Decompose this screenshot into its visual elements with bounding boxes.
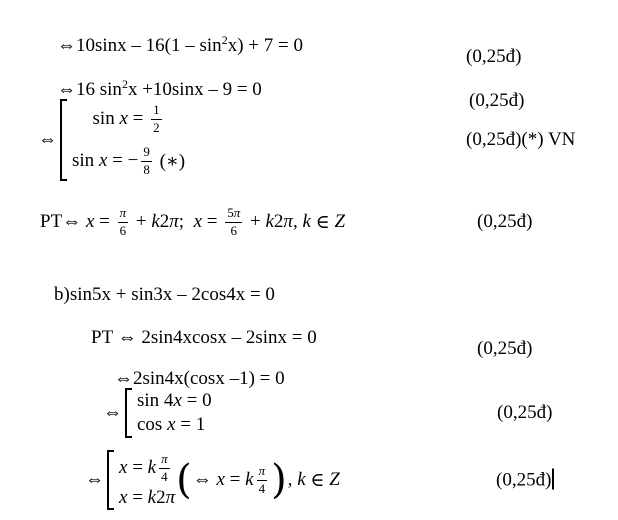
equation-step-9-cases [0,449,618,511]
variable: x [119,108,128,129]
operator: + [131,211,152,232]
denominator: 2 [153,119,160,135]
variable: k [147,457,157,478]
equivalence-arrow: ⇔ [38,129,57,150]
case-row [93,98,165,140]
function-name: cos [137,414,168,435]
variable: x [167,414,176,435]
equation-text: ⇔2sin4x(cosx –1) = 0 [114,368,285,389]
cases-bracket [107,450,114,510]
score-annotation: (0,25đ) [477,211,533,232]
variable: x [119,487,128,508]
coefficient: 2 [156,487,166,508]
variable: k [302,211,311,232]
case-row [119,450,173,486]
denominator: 6 [230,222,237,238]
case-row [137,413,205,437]
score-annotation: (0,25đ)(*) VN [466,129,576,150]
variable: π [165,487,176,508]
separator: ; [178,211,194,232]
cases-group [119,450,175,510]
fraction [118,206,129,238]
case-row [137,389,212,413]
equation-text [57,35,303,57]
equation-text-post: x +10sinx – 9 = 0 [127,79,262,100]
equals: = − [107,150,139,171]
equation-step-4-solution [0,199,618,245]
cases-bracket [60,99,67,181]
variable: x [98,150,108,171]
close-paren: ) [271,457,287,503]
equals: = [127,457,148,478]
function-name: sin [72,150,99,171]
equation-step-3-cases [0,98,618,182]
equation-text: b)sin5x + sin3x – 2cos4x = 0 [54,284,275,305]
equals: = [202,211,223,232]
equivalence-arrow: ⇔ [85,469,104,490]
equation-text-pre: ⇔16 sin [57,79,122,100]
numerator-digit: 5 [227,205,234,221]
score-annotation: (0,25đ) [469,90,525,111]
variable: k [297,469,306,490]
equivalence-arrow: ⇔ [103,402,122,423]
score-annotation: (0,25đ) [466,46,522,67]
cases-group [72,98,185,182]
variable: k [147,487,157,508]
equals: = [94,211,115,232]
coefficient: 2 [159,211,170,232]
denominator: 8 [143,161,150,177]
numerator: 1 [151,103,162,119]
case-row [119,486,175,510]
numerator: π [159,452,170,468]
separator: , [292,211,303,232]
superscript: 2 [221,33,228,47]
fraction [225,206,242,238]
variable: x [85,211,95,232]
equals: = 1 [175,414,206,435]
fraction [141,145,152,177]
set-symbol: Z [329,469,340,490]
denominator: 4 [258,480,266,496]
variable: x [193,211,203,232]
score-annotation: (0,25đ) [477,338,533,359]
coefficient: 2 [273,211,284,232]
fraction [159,452,170,484]
denominator: 4 [161,468,168,484]
equation-text: PT ⇔ 2sin4xcosx – 2sinx = 0 [91,327,317,348]
score-annotation: (0,25đ) [496,469,552,491]
variable: x [173,390,182,411]
text-cursor [552,469,554,490]
numerator-pi: π [233,205,241,221]
separator: , [287,469,298,490]
denominator: 6 [119,222,127,238]
equation-step-8-cases [0,387,618,439]
case-row [72,140,185,182]
numerator: π [257,464,268,480]
element-of: ∈ [305,469,330,491]
score-annotation-with-cursor [496,469,554,492]
variable: k [245,469,254,490]
equation-text-post: x) + 7 = 0 [227,35,303,56]
equation-text-pre: ⇔10sinx – 16(1 – sin [57,35,222,56]
equals: = 0 [181,390,212,411]
equals: = [127,487,148,508]
numerator: π [118,206,129,222]
numerator: 9 [141,145,152,161]
equation-text: PT⇔ [40,211,86,232]
function-name: sin 4 [137,390,174,411]
equivalence-arrow: ⇔ [192,469,217,490]
superscript: 2 [121,77,128,91]
equals: = [224,469,246,490]
fraction [257,464,268,496]
open-paren: ( [176,457,192,503]
variable: k [151,211,160,232]
set-symbol: Z [334,211,346,232]
function-name: sin [92,108,120,129]
variable: x [119,457,128,478]
variable: k [265,211,274,232]
equals: = [127,108,149,129]
fraction [151,103,162,135]
cases-group [137,389,212,437]
score-annotation: (0,25đ) [497,402,553,423]
cases-bracket [125,388,132,438]
star-note: (∗) [154,150,186,172]
numerator [225,206,242,222]
variable: x [216,469,225,490]
variable: π [283,211,293,232]
operator: + [245,211,266,232]
variable: π [169,211,179,232]
element-of: ∈ [310,211,335,233]
